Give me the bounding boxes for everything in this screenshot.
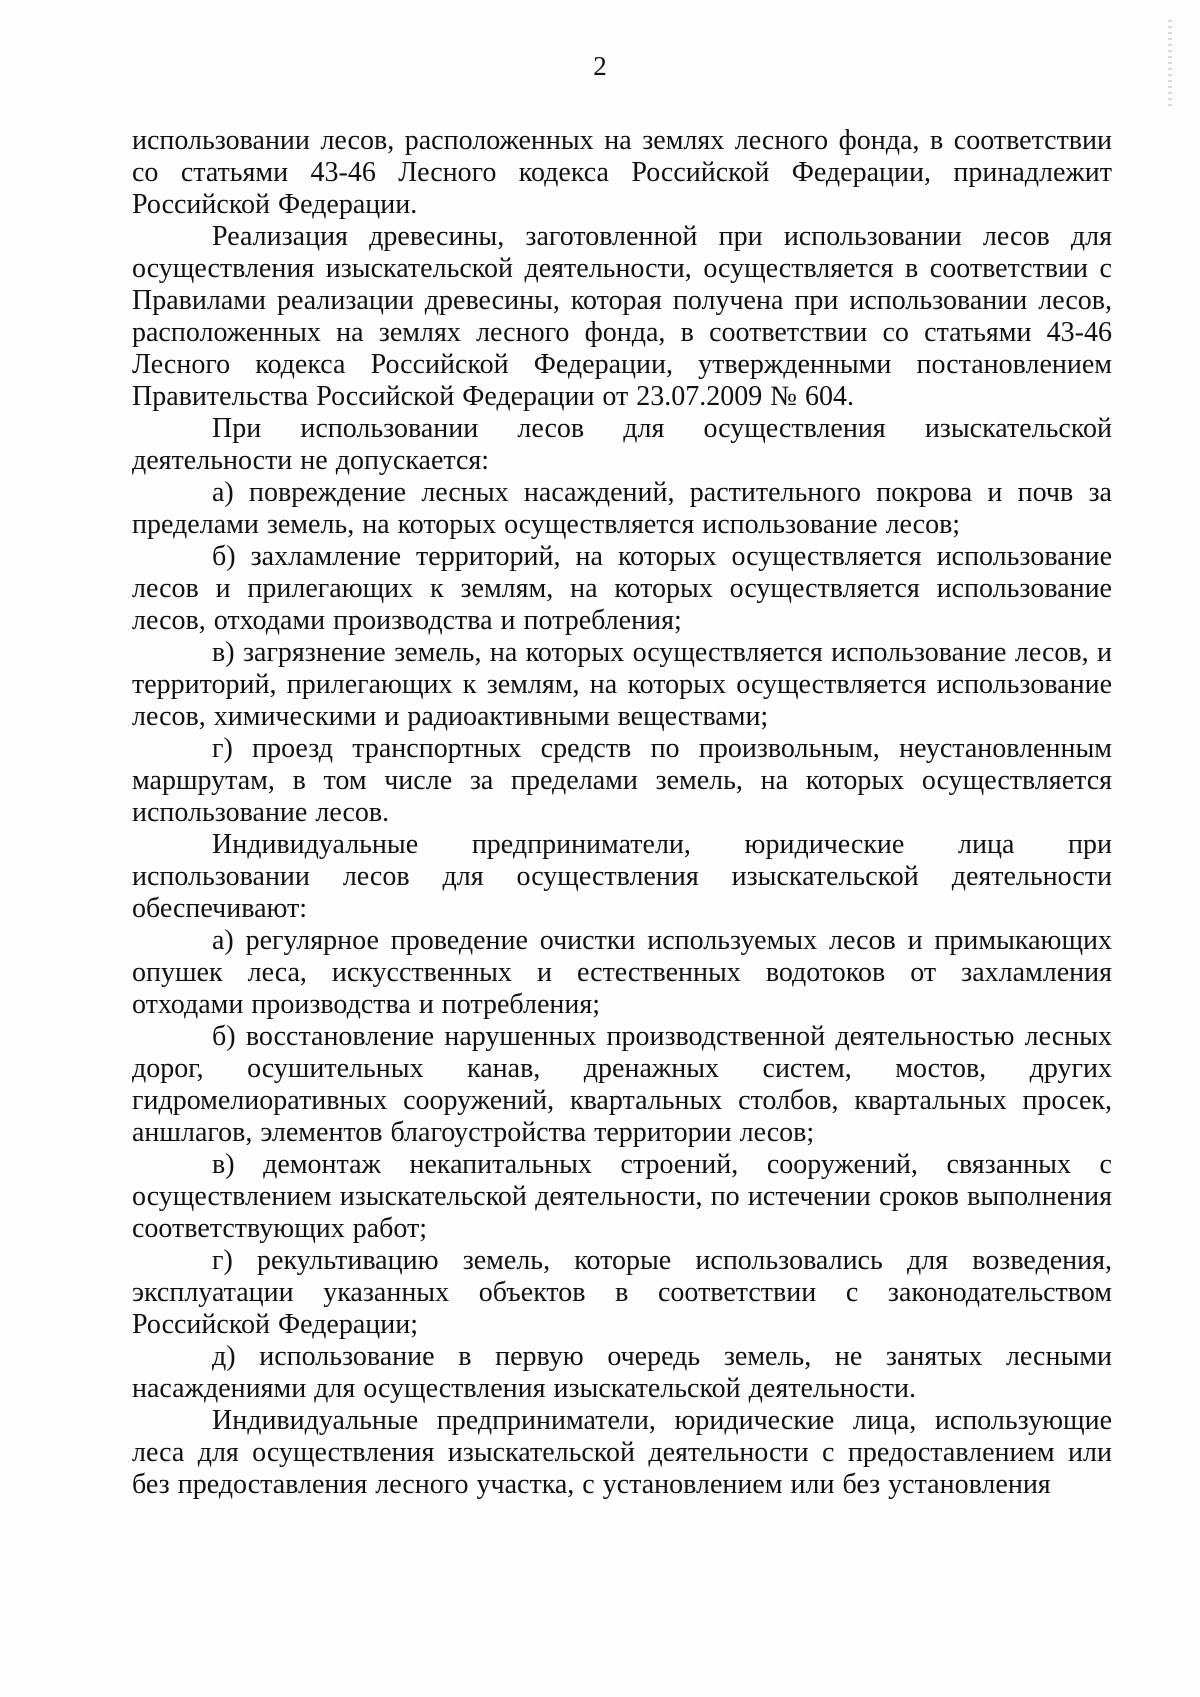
list-item: б) захламление территорий, на которых осуществляется использование лесов и прилегающих к землям, на которых осуществляется использование лесов, отходами производства и потребления; xyxy=(132,541,1112,636)
list-item: в) демонтаж некапитальных строений, сооружений, связанных с осуществлением изыскательской деятельности, по истечении сроков выполнения соответствующих работ; xyxy=(132,1149,1112,1244)
page-number: 2 xyxy=(593,51,607,81)
paragraph: Индивидуальные предприниматели, юридические лица, использующие леса для осуществления изыскательской деятельности с предоставлением или без предоставления лесного участка, с установлением или без установления xyxy=(132,1405,1112,1500)
paragraph: Индивидуальные предприниматели, юридические лица при использовании лесов для осуществления изыскательской деятельности обеспечивают: xyxy=(132,829,1112,924)
document-body xyxy=(132,125,1112,1501)
paragraph: Реализация древесины, заготовленной при использовании лесов для осуществления изыскательской деятельности, осуществляется в соответствии с Правилами реализации древесины, которая получена при использовании лесов, расположенных на землях лесного фонда, в соответствии со статьями 43-46 Лесного кодекса Российской Федерации, утвержденными постановлением Правительства Российской Федерации от 23.07.2009 № 604. xyxy=(132,221,1112,412)
list-item: в) загрязнение земель, на которых осуществляется использование лесов, и территорий, прилегающих к землям, на которых осуществляется использование лесов, химическими и радиоактивными веществами; xyxy=(132,637,1112,732)
list-item: г) рекультивацию земель, которые использовались для возведения, эксплуатации указанных объектов в соответствии с законодательством Российской Федерации; xyxy=(132,1245,1112,1340)
list-item: г) проезд транспортных средств по произвольным, неустановленным маршрутам, в том числе за пределами земель, на которых осуществляется использование лесов. xyxy=(132,733,1112,828)
list-item: а) повреждение лесных насаждений, растительного покрова и почв за пределами земель, на которых осуществляется использование лесов; xyxy=(132,477,1112,540)
paragraph: использовании лесов, расположенных на землях лесного фонда, в соответствии со статьями 43-46 Лесного кодекса Российской Федерации, принадлежит Российской Федерации. xyxy=(132,125,1112,220)
list-item: д) использование в первую очередь земель, не занятых лесными насаждениями для осуществления изыскательской деятельности. xyxy=(132,1341,1112,1404)
list-item: а) регулярное проведение очистки используемых лесов и примыкающих опушек леса, искусственных и естественных водотоков от захламления отходами производства и потребления; xyxy=(132,925,1112,1020)
list-item: б) восстановление нарушенных производственной деятельностью лесных дорог, осушительных канав, дренажных систем, мостов, других гидромелиоративных сооружений, квартальных столбов, квартальных просек, аншлагов, элементов благоустройства территории лесов; xyxy=(132,1021,1112,1148)
paragraph: При использовании лесов для осуществления изыскательской деятельности не допускается: xyxy=(132,413,1112,476)
